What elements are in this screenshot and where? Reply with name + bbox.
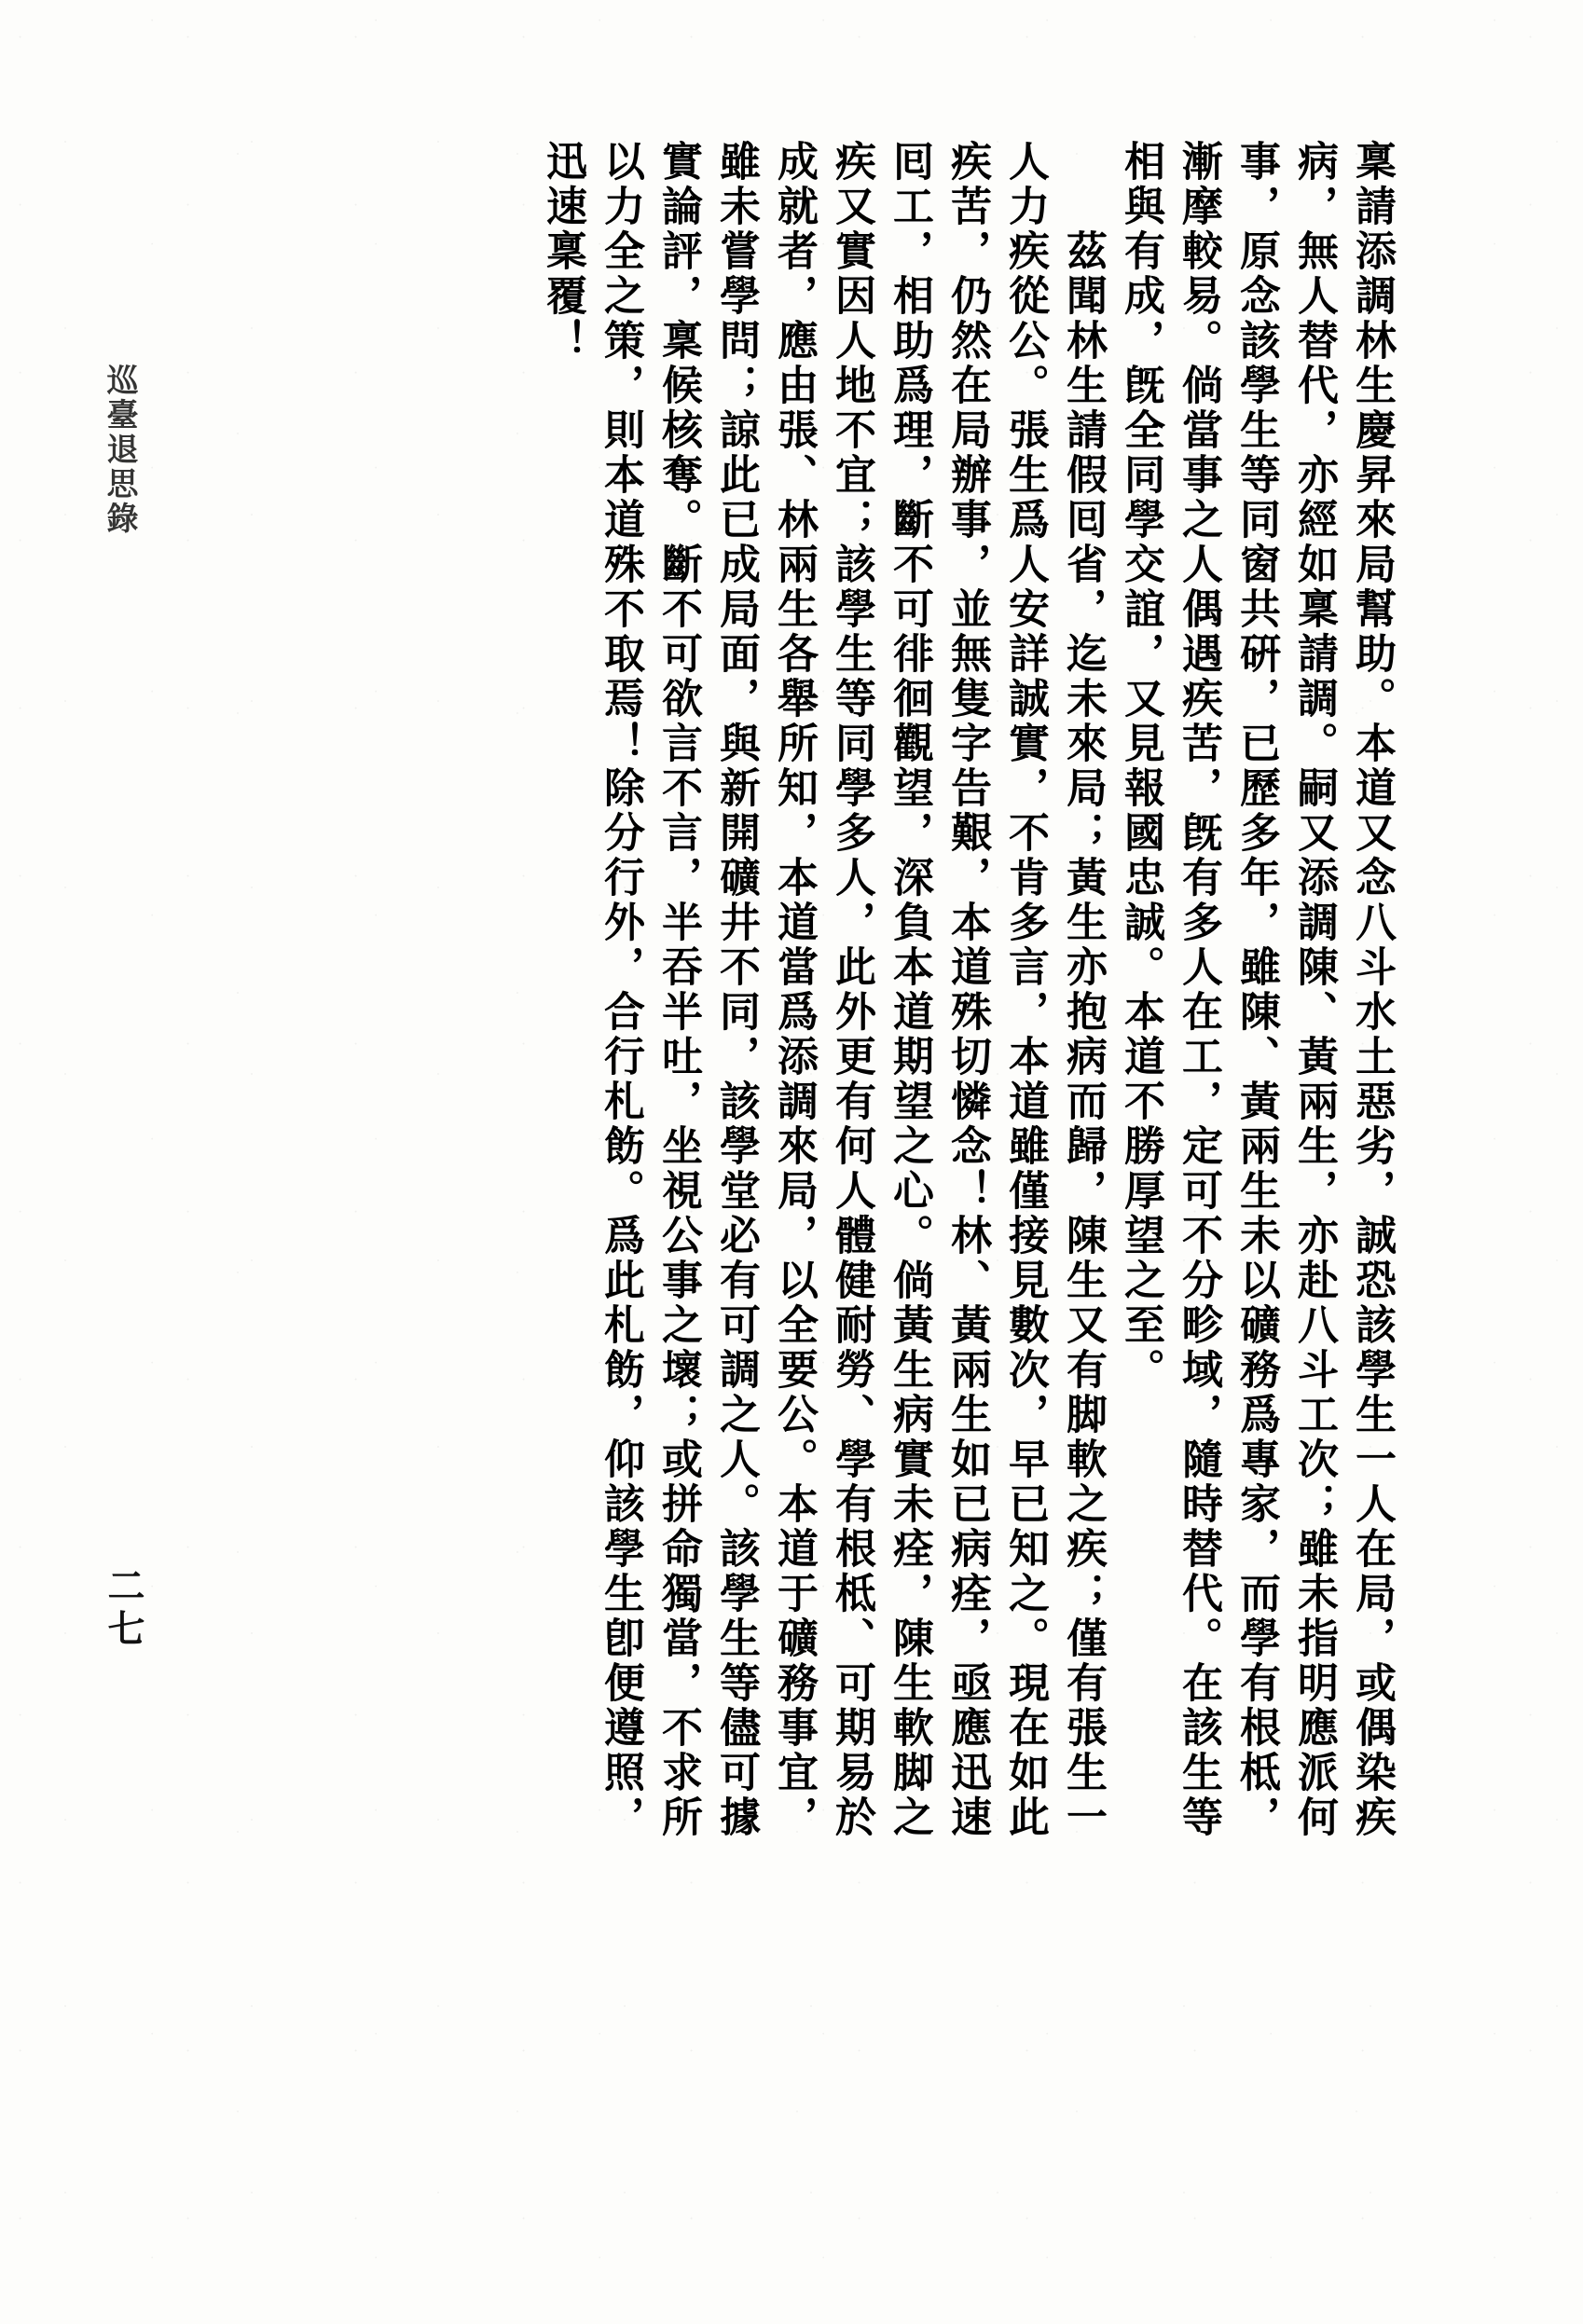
text-column: 疾又實因人地不宜；該學生等同學多人，此外更有何人體健耐勞、學有根柢、可期易於 <box>828 140 875 1840</box>
text-column: 漸摩較易。倘當事之人偶遇疾苦，旣有多人在工，定可不分畛域，隨時替代。在該生等 <box>1175 140 1222 1840</box>
running-head: 巡臺退思錄 <box>101 364 138 536</box>
text-column: 稟請添調林生慶昇來局幫助。本道又念八斗水土惡劣，誠恐該學生一人在局，或偶染疾 <box>1348 140 1396 1840</box>
text-column: 茲聞林生請假囘省，迄未來局；黃生亦抱病而歸，陳生又有脚軟之疾；僅有張生一 <box>1059 140 1107 1840</box>
text-column: 成就者，應由張、林兩生各舉所知，本道當爲添調來局，以全要公。本道于礦務事宜， <box>770 140 818 1840</box>
text-column: 囘工，相助爲理，斷不可徘徊觀望，深負本道期望之心。倘黃生病實未痊，陳生軟脚之 <box>886 140 933 1840</box>
text-column: 疾苦，仍然在局辦事，並無隻字告艱，本道殊切憐念！林、黃兩生如已病痊，亟應迅速 <box>943 140 991 1840</box>
text-column: 相與有成，旣全同學交誼，又見報國忠誠。本道不勝厚望之至。 <box>1117 140 1164 1393</box>
text-column: 人力疾從公。張生爲人安詳誠實，不肯多言，本道雖僅接見數次，早已知之。現在如此 <box>1001 140 1049 1840</box>
text-column: 事，原念該學生等同窗共硏，已歷多年，雖陳、黃兩生未以礦務爲專家，而學有根柢， <box>1232 140 1280 1840</box>
text-column: 迅速稟覆！ <box>539 140 586 364</box>
text-column: 以力全之策，則本道殊不取焉！除分行外，合行札飭。爲此札飭，仰該學生卽便遵照， <box>597 140 644 1840</box>
vertical-text-body <box>238 140 1398 2200</box>
page-number: 二七 <box>102 1566 145 1652</box>
text-column: 雖未嘗學問；諒此已成局面，與新開礦井不同，該學堂必有可調之人。該學生等儘可據 <box>712 140 760 1840</box>
text-column: 實論評，稟候核奪。斷不可欲言不言，半吞半吐，坐視公事之壞；或拼命獨當，不求所 <box>654 140 702 1840</box>
text-column: 病，無人替代，亦經如稟請調。嗣又添調陳、黃兩生，亦赴八斗工次；雖未指明應派何 <box>1290 140 1338 1840</box>
